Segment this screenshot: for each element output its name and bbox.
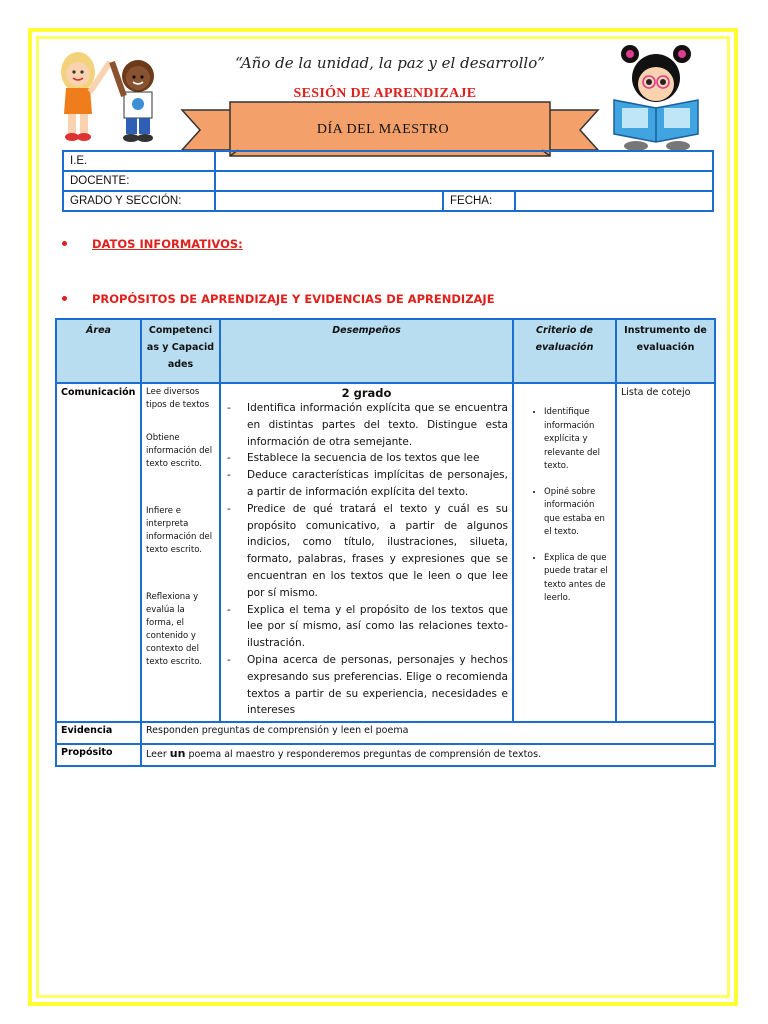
bullet-icon — [62, 296, 67, 301]
grado-label: 2 grado — [341, 386, 392, 400]
proposito-text — [141, 744, 715, 766]
header-desempenos: Desempeños — [220, 319, 513, 383]
header-competencias: Competencias y Capacidades — [141, 319, 220, 383]
criterio-item: • Explica de que puede tratar el texto antes de leerlo. — [544, 552, 611, 606]
competencias-cell — [141, 383, 220, 722]
criterio-item: • Opiné sobre información que estaba en el texto. — [544, 486, 611, 540]
competencia-item: Lee diversos tipos de textos — [146, 387, 210, 410]
learning-plan-table — [55, 318, 716, 767]
lesson-title: DÍA DEL MAESTRO — [316, 122, 450, 137]
desempeno-item: - Opina acerca de personas, personajes y hechos expresando sus preferencias. Elige o recomienda textos a partir de su experiencia, necesidades e intereses — [225, 652, 508, 719]
criterio-list — [518, 406, 611, 606]
datos-heading-text: DATOS INFORMATIVOS: — [92, 237, 243, 251]
competencia-item: Infiere e interpreta información del texto escrito. — [146, 506, 213, 555]
evidencia-label: Evidencia — [56, 722, 141, 744]
docente-field[interactable] — [215, 171, 713, 191]
grado-field[interactable] — [215, 191, 443, 211]
competencia-item: Obtiene información del texto escrito. — [146, 433, 213, 469]
ie-label: I.E. — [63, 151, 215, 171]
proposito-label: Propósito — [56, 744, 141, 766]
proposito-post: poema al maestro y responderemos preguntas de comprensión de textos. — [185, 749, 542, 761]
desempeno-item: - Predice de qué tratará el texto y cuál es su propósito comunicativo, a partir de algunos indicios, como título, ilustraciones, silueta, formato, palabras, frases y expresiones que se encuentran en los textos que le leen o que lee por sí mismo. — [225, 501, 508, 602]
header-criterio: Criterio de evaluación — [513, 319, 616, 383]
header-area: Área — [56, 319, 141, 383]
ie-field[interactable] — [215, 151, 713, 171]
propositos-heading-text: PROPÓSITOS DE APRENDIZAJE Y EVIDENCIAS DE APRENDIZAJE — [92, 292, 495, 306]
session-title: SESIÓN DE APRENDIZAJE — [293, 86, 477, 101]
reading-child-illustration — [600, 42, 712, 152]
criterio-item: • Identifique información explícita y relevante del texto. — [544, 406, 611, 474]
national-motto: “Año de la unidad, la paz y el desarrollo” — [235, 54, 545, 72]
criterio-cell — [513, 383, 616, 722]
bullet-icon — [62, 241, 67, 246]
grado-label: GRADO Y SECCIÓN: — [63, 191, 215, 211]
header-instrumento: Instrumento de evaluación — [616, 319, 715, 383]
docente-label: DOCENTE: — [63, 171, 215, 191]
desempeno-item: - Establece la secuencia de los textos que lee — [225, 450, 508, 467]
children-illustration — [48, 44, 176, 148]
competencia-item: Reflexiona y evalúa la forma, el contenido y contexto del texto escrito. — [146, 592, 202, 667]
instrumento-cell: Lista de cotejo — [616, 383, 715, 722]
desempeno-item: - Identifica información explícita que se encuentra en distintas partes del texto. Distingue esta información de otra semejante. — [225, 400, 508, 450]
evidencia-text: Responden preguntas de comprensión y leen el poema — [141, 722, 715, 744]
info-table — [62, 150, 714, 212]
proposito-pre: Leer — [146, 749, 170, 761]
desempeno-item: - Explica el tema y el propósito de los textos que lee por sí mismo, así como las relaciones texto-ilustración. — [225, 602, 508, 652]
desempenos-list — [225, 400, 508, 719]
desempeno-item: - Deduce características implícitas de personajes, a partir de información explícita del texto. — [225, 467, 508, 501]
area-cell: Comunicación — [56, 383, 141, 722]
proposito-un: un — [169, 747, 186, 761]
fecha-label: FECHA: — [443, 191, 515, 211]
fecha-field[interactable] — [515, 191, 713, 211]
desempenos-cell — [220, 383, 513, 722]
